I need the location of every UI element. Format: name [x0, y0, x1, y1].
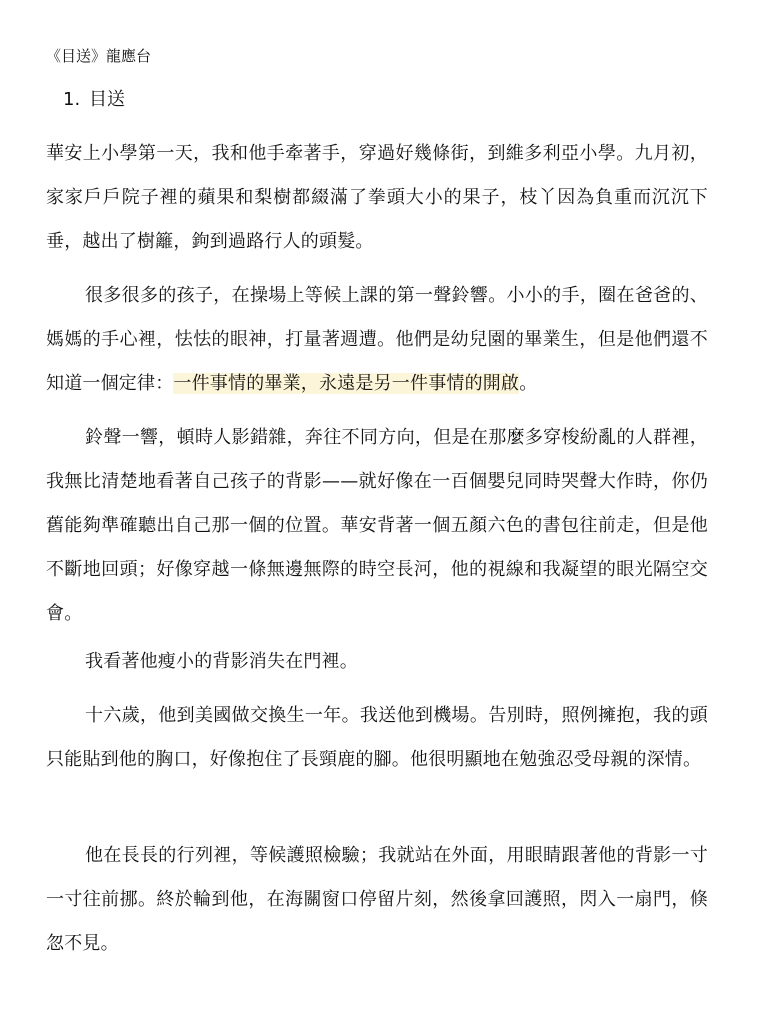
section-heading-text: 目送: [89, 89, 125, 110]
paragraph-2-text: 很多很多的孩子，在操場上等候上課的第一聲鈴響。小小的手，圈在爸爸的、媽媽的手心裡，怯怯的眼神，打量著週遭。他們是幼兒園的畢業生，但是他們還不知道一個定律：: [46, 285, 708, 394]
section-number: 1.: [63, 89, 81, 110]
paragraph-3: 鈴聲一響，頓時人影錯雜，奔往不同方向，但是在那麼多穿梭紛亂的人群裡，我無比清楚地看著自己孩子的背影——就好像在一百個嬰兒同時哭聲大作時，你仍舊能夠準確聽出自己那一個的位置。華安背著一個五顏六色的書包往前走，但是他不斷地回頭；好像穿越一條無邊無際的時空長河，他的視線和我凝望的眼光隔空交會。: [46, 427, 708, 624]
paragraph-4: 我看著他瘦小的背影消失在門裡。: [85, 651, 358, 672]
paragraph-1: 華安上小學第一天，我和他手牽著手，穿過好幾條街，到維多利亞小學。九月初，家家戶戶院子裡的蘋果和梨樹都綴滿了拳頭大小的果子，枝丫因為負重而沉沉下垂，越出了樹籬，鉤到過路行人的頭髮。: [46, 143, 708, 252]
paragraph-2-end: 。: [519, 373, 538, 394]
paragraph-5: 十六歲，他到美國做交換生一年。我送他到機場。告別時，照例擁抱，我的頭只能貼到他的胸口，好像抱住了長頸鹿的腳。他很明顯地在勉強忍受母親的深情。: [46, 705, 708, 770]
paragraph-6: 他在長長的行列裡，等候護照檢驗；我就站在外面，用眼睛跟著他的背影一寸一寸往前挪。終於輪到他，在海關窗口停留片刻，然後拿回護照，閃入一扇門，倏忽不見。: [46, 845, 708, 954]
section-heading: [63, 86, 125, 114]
highlighted-text: 一件事情的畢業，永遠是另一件事情的開啟: [173, 373, 520, 394]
paragraph-2: [46, 274, 708, 406]
document-title: 《目送》龍應台: [46, 47, 152, 65]
